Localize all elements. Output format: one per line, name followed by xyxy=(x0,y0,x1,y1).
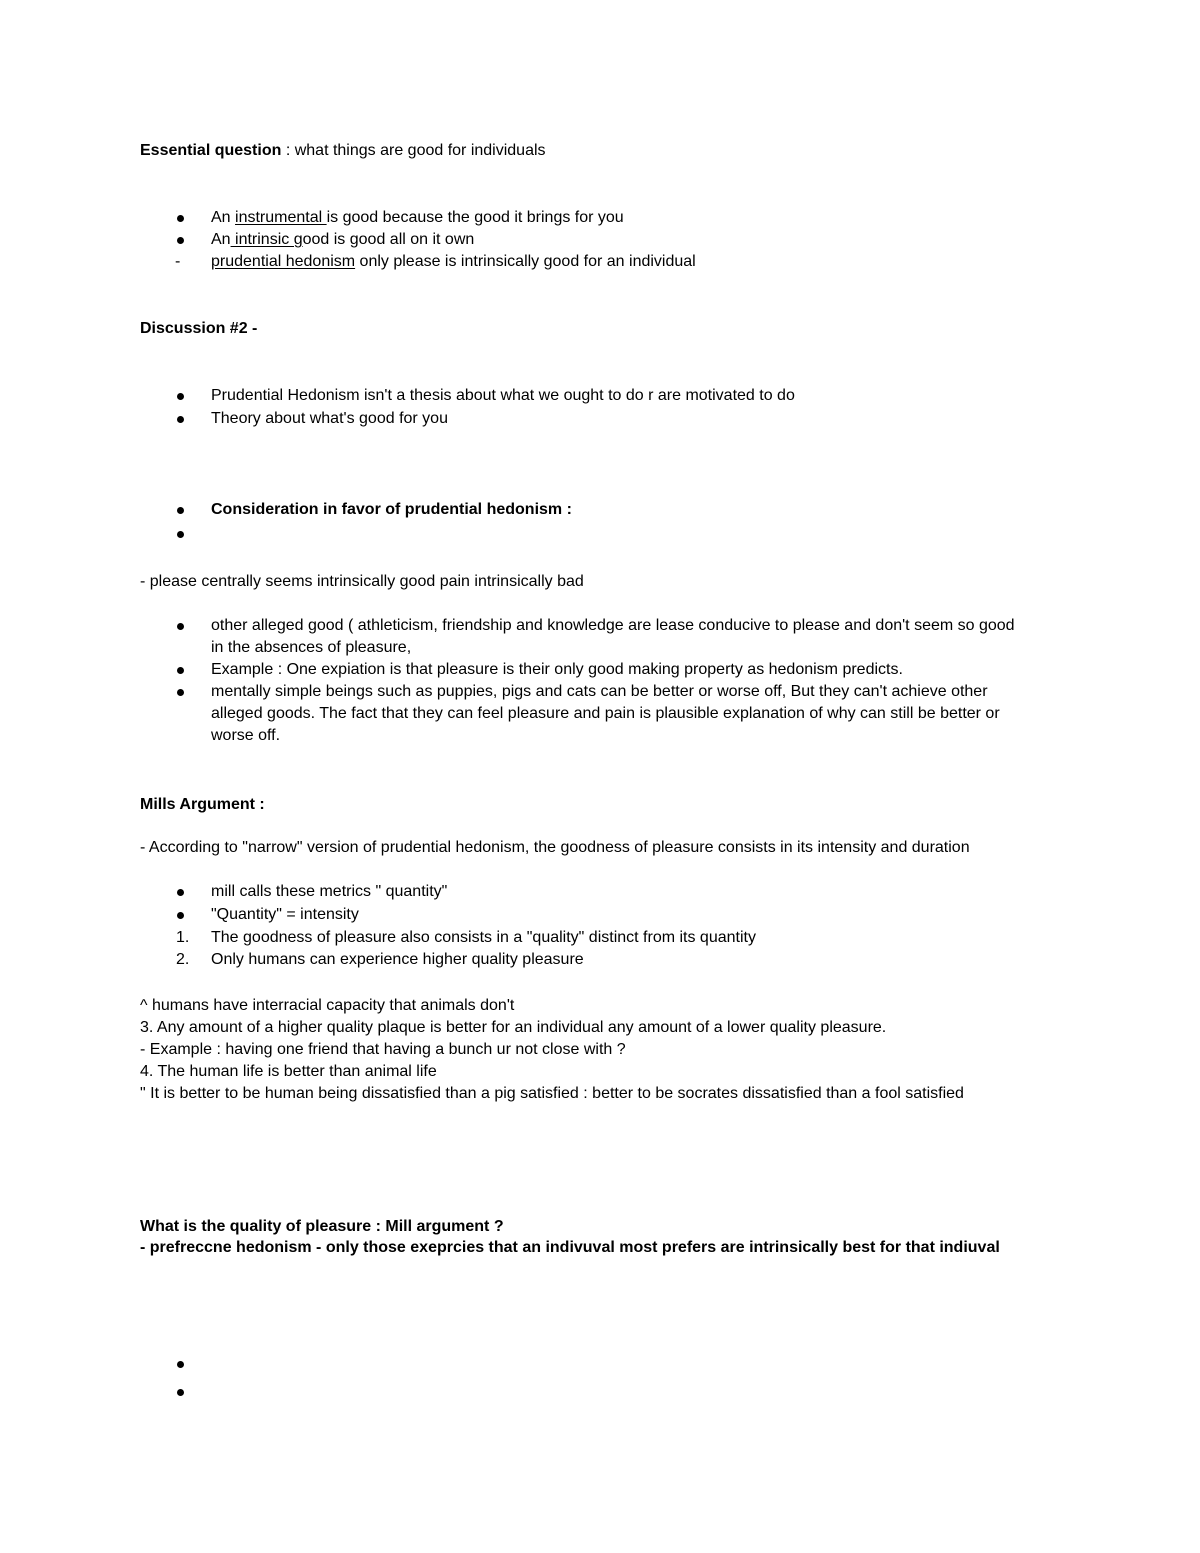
mills-line: 3. Any amount of a higher quality plaque is better for an individual any amount of a lower quality pleasure. xyxy=(140,1019,887,1036)
term-intrinsic: intrinsic g xyxy=(230,231,303,248)
bullet-icon xyxy=(177,237,184,244)
mills-line: - Example : having one friend that having a bunch ur not close with ? xyxy=(140,1041,626,1058)
term-prudential-hedonism: prudential hedonism xyxy=(211,253,356,270)
essential-question-label: Essential question xyxy=(140,142,282,159)
bullet-icon xyxy=(177,889,184,896)
bullet-icon xyxy=(177,393,184,400)
mills-bullet: mill calls these metrics " quantity" xyxy=(211,883,448,900)
mills-bullet: "Quantity" = intensity xyxy=(211,906,359,923)
bullet-icon xyxy=(177,1361,184,1368)
essential-question-line xyxy=(140,140,546,162)
dash-marker: - xyxy=(175,253,181,270)
quality-subline: - prefreccne hedonism - only those exeprcies that an indivuval most prefers are intrinsically best for that indiuval xyxy=(140,1239,1000,1256)
mills-line: 4. The human life is better than animal life xyxy=(140,1063,437,1080)
bullet-icon xyxy=(177,623,184,630)
mills-numbered-item: The goodness of pleasure also consists in a "quality" distinct from its quantity xyxy=(211,929,756,946)
bullet-icon xyxy=(177,667,184,674)
list-item-intrinsic: An intrinsic good is good all on it own xyxy=(211,231,475,248)
mills-numbered-item: Only humans can experience higher quality pleasure xyxy=(211,951,584,968)
mills-line: ^ humans have interracial capacity that animals don't xyxy=(140,997,515,1014)
consideration-dash-line: - please centrally seems intrinsically good pain intrinsically bad xyxy=(140,573,584,590)
bullet-icon xyxy=(177,416,184,423)
bullet-icon xyxy=(177,531,184,538)
quality-heading: What is the quality of pleasure : Mill argument ? xyxy=(140,1218,504,1235)
consideration-item-line: mentally simple beings such as puppies, pigs and cats can be better or worse off, But they can't achieve other xyxy=(211,683,988,700)
numbered-marker: 2. xyxy=(176,951,190,968)
consideration-item-line: worse off. xyxy=(211,727,281,744)
bullet-icon xyxy=(177,912,184,919)
discussion-heading: Discussion #2 - xyxy=(140,320,258,337)
list-item-instrumental: An instrumental is good because the good it brings for you xyxy=(211,209,624,226)
bullet-icon xyxy=(177,1389,184,1396)
mills-line: " It is better to be human being dissatisfied than a pig satisfied : better to be socrates dissatisfied than a fool satisfied xyxy=(140,1085,964,1102)
mills-intro: - According to "narrow" version of prudential hedonism, the goodness of pleasure consists in its intensity and duration xyxy=(140,839,970,856)
consideration-item-line: in the absences of pleasure, xyxy=(211,639,412,656)
term-instrumental: instrumental xyxy=(235,209,327,226)
consideration-item-line: alleged goods. The fact that they can feel pleasure and pain is plausible explanation of why can still be better or xyxy=(211,705,1000,722)
discussion-item: Theory about what's good for you xyxy=(211,410,448,427)
mills-heading: Mills Argument : xyxy=(140,796,265,813)
bullet-icon xyxy=(177,507,184,514)
numbered-marker: 1. xyxy=(176,929,190,946)
bullet-icon xyxy=(177,215,184,222)
discussion-item: Prudential Hedonism isn't a thesis about what we ought to do r are motivated to do xyxy=(211,387,795,404)
list-item-prudential-hedonism: prudential hedonism only please is intrinsically good for an individual xyxy=(211,253,696,270)
consideration-item-line: other alleged good ( athleticism, friendship and knowledge are lease conducive to please and don't seem so good xyxy=(211,617,1015,634)
essential-question-text: : what things are good for individuals xyxy=(281,142,546,159)
bullet-icon xyxy=(177,689,184,696)
consideration-item-line: Example : One expiation is that pleasure is their only good making property as hedonism predicts. xyxy=(211,661,903,678)
consideration-heading: Consideration in favor of prudential hedonism : xyxy=(211,501,572,518)
